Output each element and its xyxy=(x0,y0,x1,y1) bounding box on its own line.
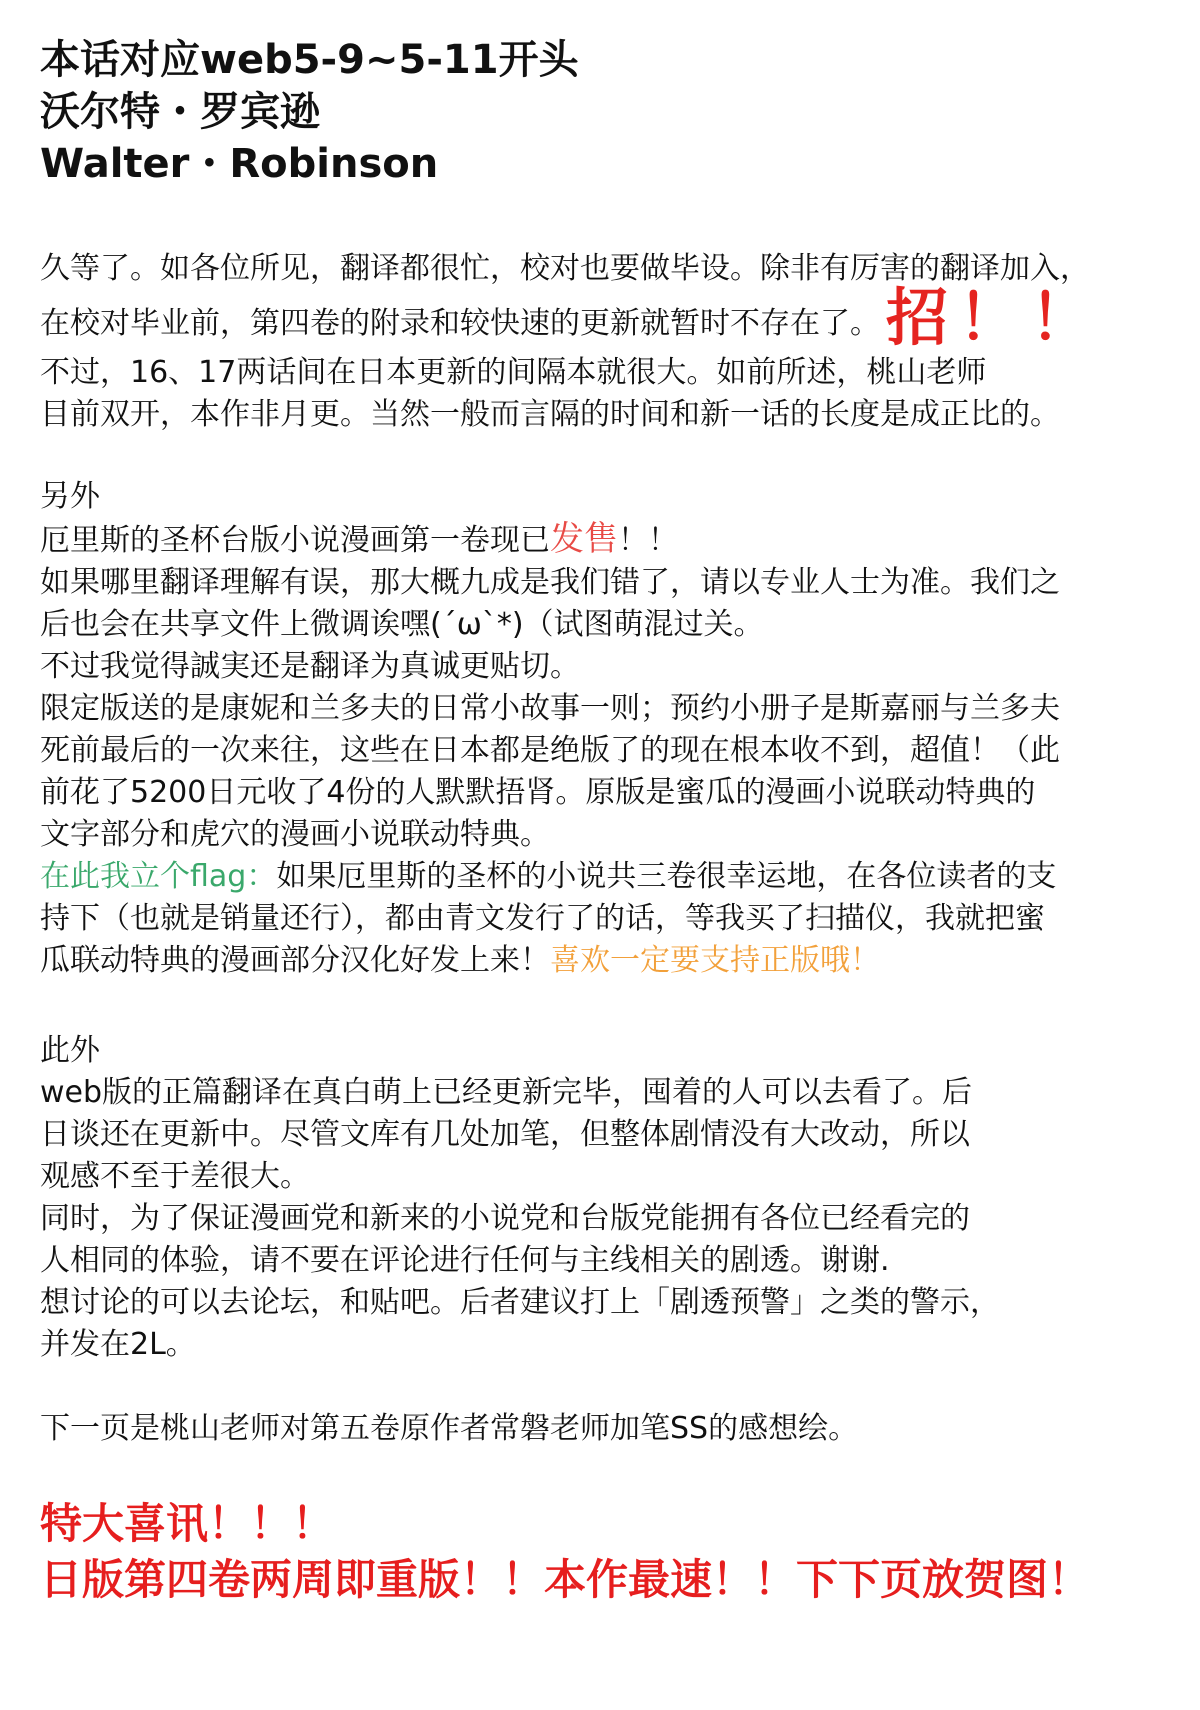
intro-line xyxy=(40,281,1180,354)
other-line: 不过我觉得誠実还是翻译为真诚更贴切。 xyxy=(40,649,580,684)
flag-highlight: 在此我立个flag： xyxy=(40,859,277,894)
header-block xyxy=(40,34,1180,190)
other-line: 前花了5200日元收了4份的人默默捂肾。原版是蜜瓜的漫画小说联动特典的 xyxy=(40,775,1036,810)
other-line: 死前最后的一次来往，这些在日本都是绝版了的现在根本收不到，超值！（此 xyxy=(40,733,1060,768)
other-line: 文字部分和虎穴的漫画小说联动特典。 xyxy=(40,817,550,852)
support-official-highlight: 喜欢一定要支持正版哦！ xyxy=(550,943,880,978)
intro-line: 久等了。如各位所见，翻译都很忙，校对也要做毕设。除非有厉害的翻译加入， xyxy=(40,251,1090,286)
intro-line: 不过，16、17两话间在日本更新的间隔本就很大。如前所述，桃山老师 xyxy=(40,355,987,390)
next-page-note xyxy=(40,1408,1180,1450)
other-section xyxy=(40,476,1180,982)
announcement-headline: 特大喜讯！！！ xyxy=(40,1499,335,1548)
besides-line: 同时，为了保证漫画党和新来的小说党和台版党能拥有各位已经看完的 xyxy=(40,1201,970,1236)
section-title-other: 另外 xyxy=(40,479,100,514)
announcement-block xyxy=(40,1496,1180,1608)
other-line-text: 厄里斯的圣杯台版小说漫画第一卷现已 xyxy=(40,523,550,558)
intro-line-text: 在校对毕业前，第四卷的附录和较快速的更新就暂时不存在了。 xyxy=(40,306,880,341)
character-name-english: Walter・Robinson xyxy=(40,141,439,187)
other-line xyxy=(40,518,1180,562)
besides-section xyxy=(40,1030,1180,1366)
besides-line: 人相同的体验，请不要在评论进行任何与主线相关的剧透。谢谢. xyxy=(40,1243,890,1278)
other-line-end: ！！ xyxy=(618,523,678,558)
section-title-besides: 此外 xyxy=(40,1033,100,1068)
other-line-text: 如果厄里斯的圣杯的小说共三卷很幸运地，在各位读者的支 xyxy=(276,859,1057,894)
other-line: 如果哪里翻译理解有误，那大概九成是我们错了，请以专业人士为准。我们之 xyxy=(40,565,1060,600)
other-line xyxy=(40,940,1180,982)
besides-line: 日谈还在更新中。尽管文库有几处加笔，但整体剧情没有大改动，所以 xyxy=(40,1117,970,1152)
other-line xyxy=(40,856,1180,898)
besides-line: 想讨论的可以去论坛，和贴吧。后者建议打上「剧透预警」之类的警示， xyxy=(40,1285,1000,1320)
besides-line: 并发在2L。 xyxy=(40,1327,196,1362)
besides-line: 观感不至于差很大。 xyxy=(40,1159,310,1194)
other-line: 限定版送的是康妮和兰多夫的日常小故事一则；预约小册子是斯嘉丽与兰多夫 xyxy=(40,691,1060,726)
other-line-text: 瓜联动特典的漫画部分汉化好发上来！ xyxy=(40,943,550,978)
on-sale-highlight: 发售 xyxy=(550,519,618,559)
character-name-chinese: 沃尔特・罗宾逊 xyxy=(40,89,320,135)
document-page xyxy=(40,0,1180,1608)
intro-paragraph xyxy=(40,248,1180,436)
besides-line: web版的正篇翻译在真白萌上已经更新完毕，囤着的人可以去看了。后 xyxy=(40,1075,973,1110)
chapter-source-title: 本话对应web5-9~5-11开头 xyxy=(40,37,579,83)
intro-line: 目前双开，本作非月更。当然一般而言隔的时间和新一话的长度是成正比的。 xyxy=(40,397,1060,432)
other-line: 持下（也就是销量还行），都由青文发行了的话，等我买了扫描仪，我就把蜜 xyxy=(40,901,1045,936)
recruit-shout: 招！！ xyxy=(886,281,1103,354)
announcement-detail: 日版第四卷两周即重版！！本作最速！！下下页放贺图！ xyxy=(40,1555,1091,1604)
next-page-line: 下一页是桃山老师对第五卷原作者常磐老师加笔SS的感想绘。 xyxy=(40,1411,859,1446)
other-line: 后也会在共享文件上微调诶嘿(´ω`*)（试图萌混过关。 xyxy=(40,607,764,642)
